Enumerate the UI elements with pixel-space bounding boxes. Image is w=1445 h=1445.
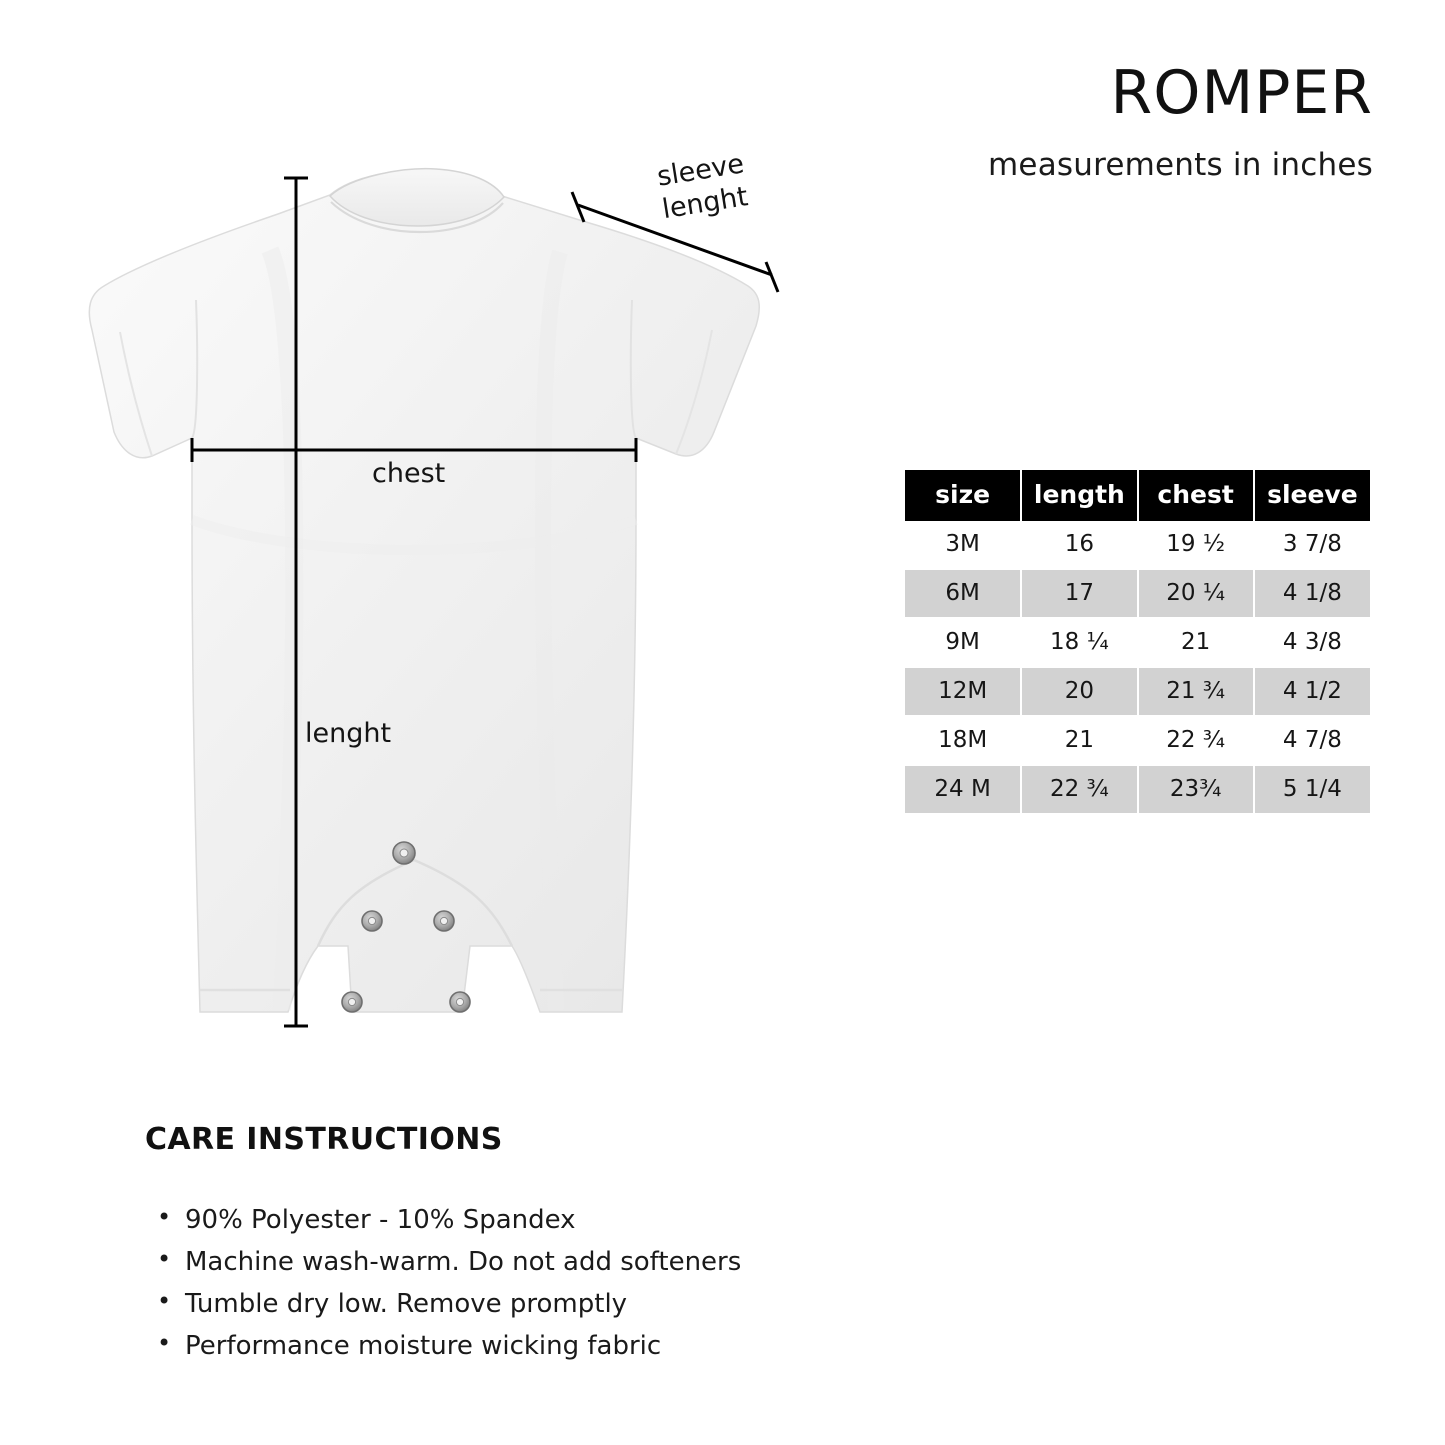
sleeve-length-dimension-label: sleeve lenght [655, 148, 751, 226]
column-header-length: length [1021, 470, 1137, 521]
cell-size: 12M [905, 667, 1021, 716]
romper-body [89, 169, 759, 1012]
length-dimension-label: lenght [305, 718, 392, 749]
column-header-sleeve: sleeve [1254, 470, 1370, 521]
table-row [905, 569, 1370, 618]
table-row [905, 521, 1370, 569]
cell-chest: 22 ¾ [1138, 716, 1254, 765]
cell-chest: 20 ¼ [1138, 569, 1254, 618]
cell-size: 9M [905, 618, 1021, 667]
cell-size: 3M [905, 521, 1021, 569]
cell-sleeve: 4 3/8 [1254, 618, 1370, 667]
cell-length: 22 ¾ [1021, 765, 1137, 814]
page-subtitle: measurements in inches [988, 147, 1373, 183]
care-instructions-list [145, 1199, 865, 1367]
cell-length: 16 [1021, 521, 1137, 569]
table-row [905, 765, 1370, 814]
cell-chest: 19 ½ [1138, 521, 1254, 569]
column-header-chest: chest [1138, 470, 1254, 521]
list-item: • Machine wash-warm. Do not add softeners [145, 1241, 865, 1283]
page-title: ROMPER [1110, 58, 1373, 128]
care-instructions [145, 1122, 865, 1367]
chest-dimension-label: chest [372, 458, 446, 489]
cell-chest: 21 [1138, 618, 1254, 667]
cell-length: 20 [1021, 667, 1137, 716]
list-item: • Tumble dry low. Remove promptly [145, 1283, 865, 1325]
care-instructions-title: CARE INSTRUCTIONS [145, 1122, 503, 1157]
table-row [905, 667, 1370, 716]
cell-sleeve: 4 7/8 [1254, 716, 1370, 765]
cell-sleeve: 4 1/2 [1254, 667, 1370, 716]
list-item: • 90% Polyester - 10% Spandex [145, 1199, 865, 1241]
cell-chest: 23¾ [1138, 765, 1254, 814]
table-header-row [905, 470, 1370, 521]
list-item: • Performance moisture wicking fabric [145, 1325, 865, 1367]
romper-drawing [0, 0, 900, 1100]
column-header-size: size [905, 470, 1021, 521]
cell-sleeve: 4 1/8 [1254, 569, 1370, 618]
cell-chest: 21 ¾ [1138, 667, 1254, 716]
garment-illustration [0, 0, 900, 1100]
cell-size: 24 M [905, 765, 1021, 814]
table-row [905, 618, 1370, 667]
cell-length: 17 [1021, 569, 1137, 618]
cell-size: 18M [905, 716, 1021, 765]
cell-sleeve: 3 7/8 [1254, 521, 1370, 569]
table-row [905, 716, 1370, 765]
cell-sleeve: 5 1/4 [1254, 765, 1370, 814]
size-table [905, 470, 1370, 815]
cell-length: 21 [1021, 716, 1137, 765]
cell-length: 18 ¼ [1021, 618, 1137, 667]
size-chart [905, 470, 1370, 815]
cell-size: 6M [905, 569, 1021, 618]
